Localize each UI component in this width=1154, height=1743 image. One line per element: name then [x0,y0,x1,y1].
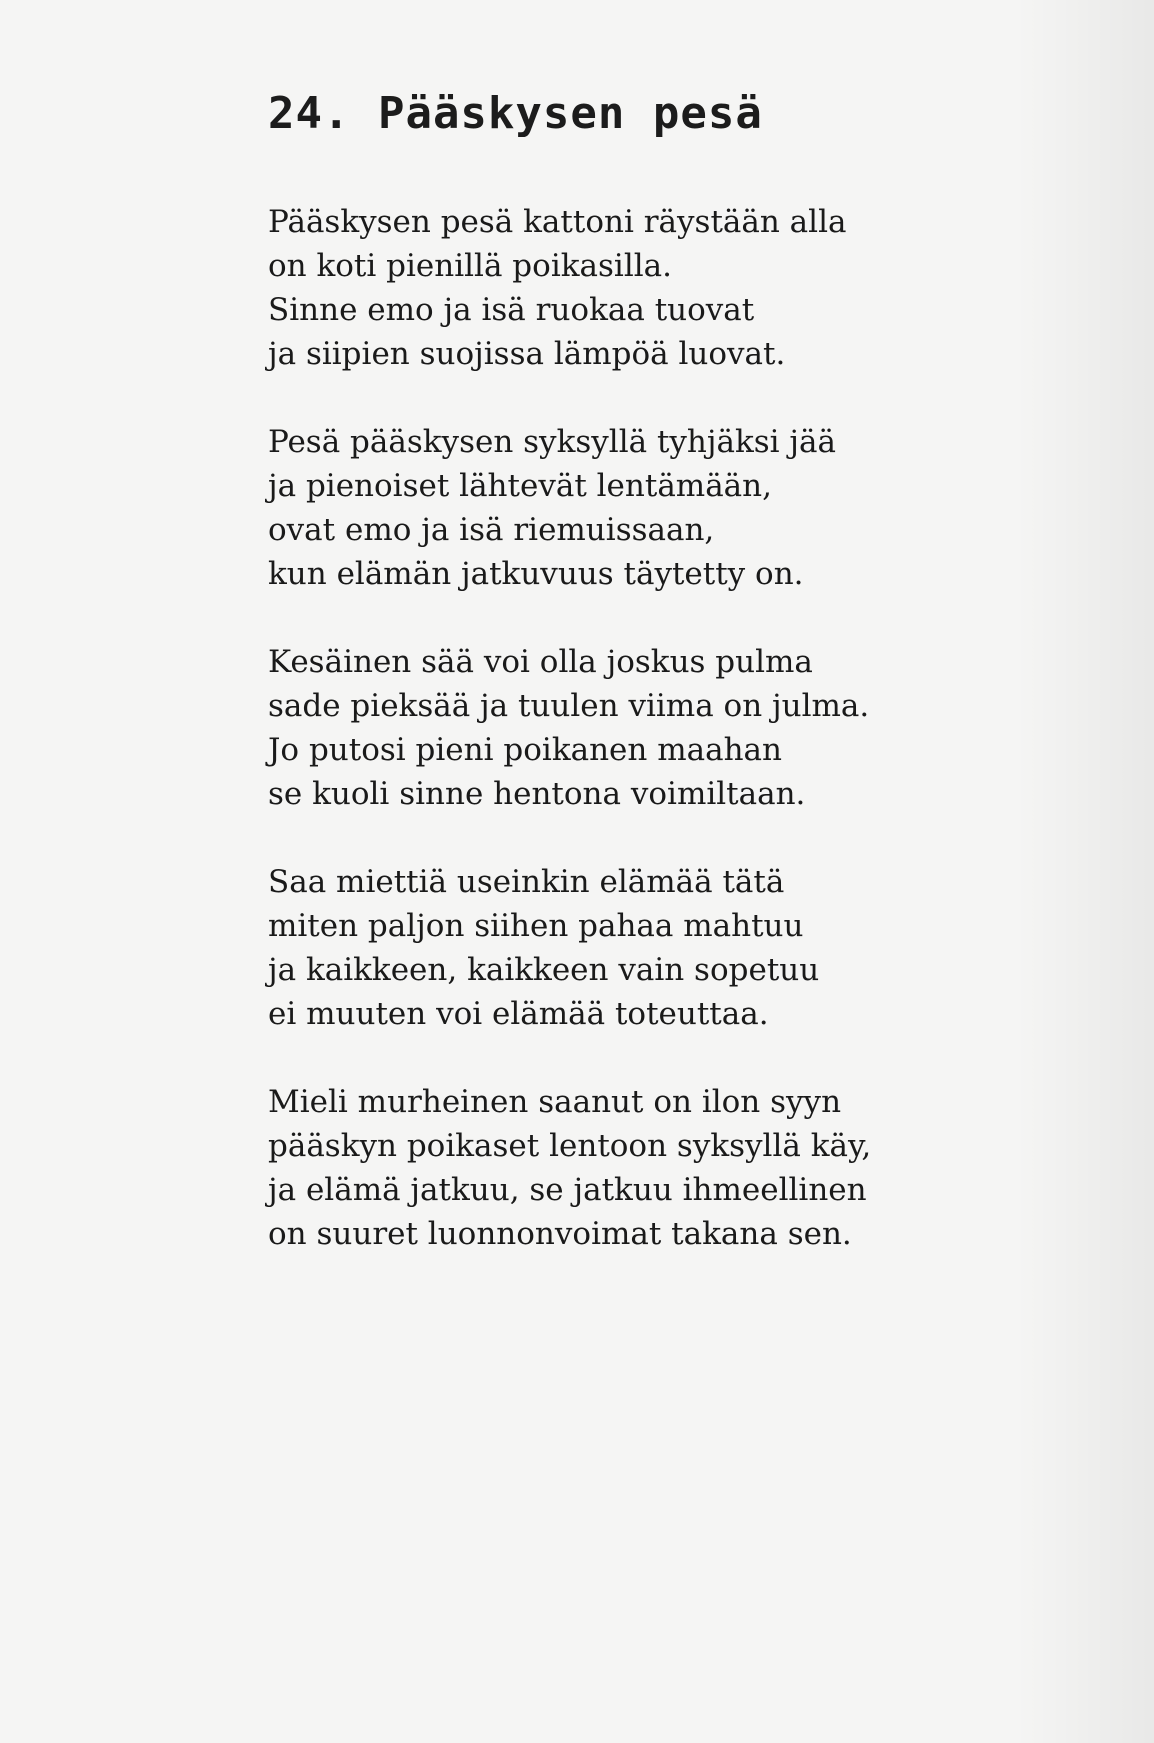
poem-line: kun elämän jatkuvuus täytetty on. [268,556,804,592]
poem-line: ei muuten voi elämää toteuttaa. [268,996,769,1032]
poem-line: Pääskysen pesä kattoni räystään alla [268,204,847,240]
poem-line: sade pieksää ja tuulen viima on julma. [268,688,870,724]
poem-line: ja kaikkeen, kaikkeen vain sopetuu [268,952,820,988]
poem-line: Pesä pääskysen syksyllä tyhjäksi jää [268,424,837,460]
poem-line: Sinne emo ja isä ruokaa tuovat [268,292,755,328]
poem-line: miten paljon siihen pahaa mahtuu [268,908,804,944]
poem-title: 24. Pääskysen pesä [268,88,763,139]
stanza-2 [268,420,1048,596]
poem-line: pääskyn poikaset lentoon syksyllä käy, [268,1128,872,1164]
poem-line: on suuret luonnonvoimat takana sen. [268,1216,852,1252]
poem-body [268,200,1048,1300]
poem-line: on koti pienillä poikasilla. [268,248,672,284]
stanza-4 [268,860,1048,1036]
poem-line: Mieli murheinen saanut on ilon syyn [268,1084,842,1120]
stanza-1 [268,200,1048,376]
poem-line: se kuoli sinne hentona voimiltaan. [268,776,806,812]
poem-line: Kesäinen sää voi olla joskus pulma [268,644,813,680]
poem-line: Saa miettiä useinkin elämää tätä [268,864,785,900]
poem-line: ja siipien suojissa lämpöä luovat. [268,336,786,372]
poem-line: ja elämä jatkuu, se jatkuu ihmeellinen [268,1172,867,1208]
poem-line: Jo putosi pieni poikanen maahan [268,732,782,768]
poem-line: ja pienoiset lähtevät lentämään, [268,468,772,504]
stanza-3 [268,640,1048,816]
stanza-5 [268,1080,1048,1256]
poem-line: ovat emo ja isä riemuissaan, [268,512,715,548]
